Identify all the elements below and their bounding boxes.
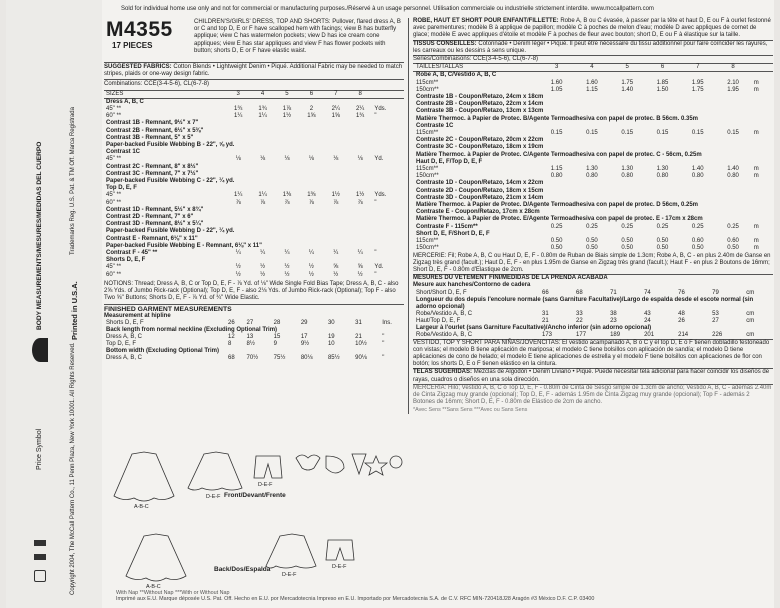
yardage-row: 45" ** ½ ½ ½ ½ ⅝ ⅝ Yd. bbox=[106, 264, 384, 271]
finished-row-shorts: Shorts D, E, F 26 27 28 29 30 31 Ins. bbox=[106, 319, 392, 326]
yardage-row: Contrast 2B - Remnant, 6½" x 5⅜" bbox=[106, 127, 204, 134]
finished-row-dress: Dress A, B, C 12 13 15 17 19 21 " bbox=[106, 333, 385, 340]
yardage-row: Paper-backed Fusible Webbing D - 22", ¼ yd. bbox=[106, 228, 235, 235]
metric-row: Contraste F - 115cm** 0.25 0.25 0.25 0.25 0.25 0.25 m bbox=[416, 223, 759, 230]
finished-sub1: Measurement at hipline bbox=[104, 312, 171, 319]
metric-row: Short D, E, F/Short D, E, F bbox=[416, 230, 490, 237]
yardage-row: Top D, E, F bbox=[106, 185, 137, 192]
figure-label-1: A-B-C bbox=[134, 504, 149, 510]
back-caption: Back/Dos/Espalda bbox=[214, 566, 271, 573]
figure-label-4: A-B-C bbox=[146, 584, 161, 590]
star-applique-sketch bbox=[365, 456, 387, 475]
english-column bbox=[104, 18, 404, 362]
metric-yardage-table bbox=[413, 64, 773, 252]
yardage-row: Contrast 2C - Remnant, 8" x 8½" bbox=[106, 163, 199, 170]
yardage-row: Contrast 1D - Remnant, 5½" x 8¾" bbox=[106, 206, 204, 213]
metric-row: 115cm** 0.15 0.15 0.15 0.15 0.15 0.15 m bbox=[416, 130, 759, 137]
yardage-row: Contrast F - 45" ** ¼ ¼ ¼ ¼ ¼ ¼ " bbox=[106, 250, 377, 257]
combinations: Combinations: CCE(3-4-5-6), CL(6-7-8) bbox=[104, 80, 404, 90]
description: CHILDREN'S/GIRLS' DRESS, TOP AND SHORTS: Pullover, flared dress A, B or C and top D, E or F have scalloped hem with facings; view B has butterfly applique; view C has watermelon pockets; view D has ice cream cone appliques; view E has star appliques and view F has flower pockets with button; shorts D, E or F have elastic waist. bbox=[194, 19, 401, 54]
figure-label-3: D-E-F bbox=[258, 482, 273, 488]
es-telas: TELAS SUGERIDAS: Mezclas de Algodón • Denim Liviano • Piqué. Puede necesitar tela adicional para hacer coincidir los diseños de rayas, cuadros o diseños en una sola dirección. bbox=[413, 369, 773, 384]
fr-mesures-table: Short/Short D, E, F 66 68 71 74 76 79 cm Longueur du dos depuis l'encolure normale (sans Garniture Facultative)/Largo de espalda desde el escote normal (sin adorno opcional) Robe/Vestido A, B, C 31 33 38 43 48 53 cm Haut/Top D, E, F 21 22 23 24 26 27 cm Largeur à l'ourlet (sans Garniture Facultative)/Ancho inferior (sin adorno opcional) Robe/Vestido A, B, C 173 177 189 201 214 226 cm bbox=[416, 289, 755, 338]
nap-note: With Nap **Without Nap ***With or Without Nap bbox=[116, 590, 230, 596]
front-caption: Front/Devant/Frente bbox=[224, 492, 286, 499]
metric-row: Contraste 2D - Coupon/Retazo, 18cm x 15cm bbox=[416, 187, 544, 194]
technical-drawings bbox=[104, 448, 404, 598]
yardage-table bbox=[104, 91, 404, 279]
suggested-fabrics-label: SUGGESTED FABRICS: bbox=[104, 64, 172, 70]
fr-mercerie: MERCERIE: Fil; Robe A, B, C ou Haut D, E, F - 0.80m de Ruban de Biais simple de 1.3cm; Robe A, B, C - en plus 2.40m de Ganse en Zigzag très grand (facult.); Haut D, E, F - en plus 1.95m de Ganse en Zigzag très grand (facult.); Haut F - en plus 2 Boutons de 16mm; Short D, E, F - 0.80m d'Elastique de 2cm. bbox=[413, 253, 773, 276]
finished-sub3: Bottom width (Excluding Optional Trim) bbox=[106, 347, 219, 354]
finished-table bbox=[104, 320, 404, 362]
es-description: VESTIDO, TOP Y SHORT PARA NIÑAS/JOVENCITAS: El vestido acampanado A, B o C y el top D, E o F tienen dobladillo festoneado con vistas; el modelo B tiene aplicación de mariposa; el modelo C tiene bolsillos con aplicación de sandía; el modelo D tiene aplicaciones de cono de helado; el modelo E tiene aplicaciones de estrella y el modelo F tiene bolsillos con aplicaciones de flor con botón; los shorts D, E o F tienen elástico en la cintura. bbox=[413, 340, 773, 370]
metric-row: 150cm** 1.05 1.15 1.40 1.50 1.75 1.95 m bbox=[416, 86, 759, 93]
yardage-row: Contrast 3B - Remnant, 5" x 5" bbox=[106, 134, 194, 141]
left-strip bbox=[6, 0, 102, 608]
metric-row: Matière Thermoc. à Papier de Protec. C/Agente Termoadhesiva con papel de protec. C - 56cm, 0.25m bbox=[416, 151, 702, 158]
metric-row: 115cm** 1.15 1.30 1.30 1.30 1.40 1.40 m bbox=[416, 166, 759, 173]
pattern-envelope-back bbox=[6, 0, 774, 608]
butterfly-applique-sketch bbox=[296, 455, 320, 470]
yardage-row: Contrast 1B - Remnant, 9½" x 7" bbox=[106, 120, 199, 127]
top-front-sketch bbox=[188, 452, 242, 490]
yardage-row: Contrast 3C - Remnant, 7" x 7½" bbox=[106, 170, 199, 177]
usage-notice: Sold for individual home use only and not for commercial or manufacturing purposes./Réservé à un usage personnel. Utilisation commerciale ou industrielle strictement interdite. www.mccallpattern.com bbox=[121, 6, 654, 12]
yardage-row: Dress A, B, C bbox=[106, 98, 144, 105]
yardage-row: Contrast E - Remnant, 6⅛" x 11" bbox=[106, 235, 198, 242]
yardage-row: 45" ** ⅛ ⅛ ⅛ ⅛ ⅛ ⅛ Yd. bbox=[106, 156, 384, 163]
metric-row: 150cm** 0.80 0.80 0.80 0.80 0.80 0.80 m bbox=[416, 173, 759, 180]
figure-label-6: D-E-F bbox=[332, 564, 347, 570]
pattern-number: M4355 bbox=[106, 18, 173, 41]
yardage-row: 60" ** ⅞ ⅞ ⅞ ⅞ ⅞ ⅞ " bbox=[106, 199, 377, 206]
garment-sketches bbox=[104, 448, 404, 598]
finished-title: FINISHED GARMENT MEASUREMENTS bbox=[104, 305, 232, 313]
copyright-text: Copyright 2004, The McCall Pattern Co., 11 Penn Plaza, New York 10001. All Rights Reserved. bbox=[70, 342, 76, 595]
finished-measurements bbox=[104, 306, 404, 362]
french-spanish-column bbox=[408, 18, 773, 414]
cone-applique-sketch bbox=[352, 454, 366, 474]
yardage-row: Paper-backed Fusible Webbing E - Remnant, 6⅛" x 11" bbox=[106, 242, 262, 249]
metric-row: Contraste 3C - Coupon/Retazo, 18cm x 19cm bbox=[416, 144, 544, 151]
fr-series: Séries/Combinaisons: CCE(3-4-5-6), CL(6-7-8) bbox=[413, 56, 773, 64]
yardage-row: Shorts D, E, F bbox=[106, 257, 146, 264]
pattern-pieces: 17 PIECES bbox=[112, 41, 153, 50]
yardage-row: Paper-backed Fusible Webbing C - 22", ¼ yd. bbox=[106, 178, 235, 185]
shorts-front-sketch bbox=[254, 456, 282, 478]
figure-label-5: D-E-F bbox=[282, 572, 297, 578]
metric-row: 115cm** 1.60 1.60 1.75 1.85 1.95 2.10 m bbox=[416, 79, 759, 86]
body-measurements-label: BODY MEASUREMENTS/MESURES/MEDIDAS DEL CUERPO bbox=[36, 141, 43, 330]
metric-row: Robe A, B, C/Vestido A, B, C bbox=[416, 72, 497, 79]
footer-import-text: Imprimé aux E.U. Marque déposée U.S. Pat. Off. Hecho en E.U. por Mercadotecnia Impreso en E.U. Importado por Mercadotecnia S.A. de C.V. RFC MIN-720418J28 Aragón #3 México D.F. C.P. 03400 bbox=[116, 596, 595, 602]
metric-row: Contraste 3B - Coupon/Retazo, 13cm x 13cm bbox=[416, 108, 544, 115]
es-nap-note: *Avec Sens **Sans Sens ***Avec ou Sans Sens bbox=[413, 407, 528, 414]
metric-row: Matière Thermoc. à Papier de Protec. E/Agente Termoadhesiva con papel de protec. E - 17cm x 28cm bbox=[416, 216, 703, 223]
sizes-row: SIZES 3 4 5 6 7 8 bbox=[104, 91, 404, 99]
es-merceria: MERCERIA: Hilo; Vestido A, B, C o Top D, E, F - 0.80m de Cinta de Sesgo simple de 1.3cm de ancho; Vestido A, B, C - además 2.40m de Cinta Zigzag muy grande (opcional); Top D, E, F - además 1.95m de Cinta Zigzag muy grande (opcional); Top F - además 2 Botones de 16mm; Short D, E, F - 0.80m de Elástico de 2cm de ancho. bbox=[413, 384, 772, 406]
metric-row: Matière Thermoc. à Papier de Protec. B/Agente Termoadhesiva con papel de protec. B 56cm. 0.35m bbox=[416, 115, 698, 122]
finished-sub2: Back length from normal neckline (Excluding Optional Trim) bbox=[106, 326, 278, 333]
fr-tissus: TISSUS CONSEILLES: Cotonnade • Denim léger • Piqué. Il peut être nécessaire du tissu additionnel pour faire coïncider les rayures, les carreaux ou les dessins à sens unique. bbox=[413, 41, 773, 56]
metric-row: Contraste 2C - Coupon/Retazo, 20cm x 22cm bbox=[416, 137, 544, 144]
suggested-fabrics-text: Cotton Blends • Lightweight Denim • Piqué. Additional Fabric may be needed to match stripes, plaids or one-way design fabric. bbox=[104, 64, 403, 78]
yardage-row: 60" ** ½ ½ ½ ½ ½ ½ " bbox=[106, 271, 377, 278]
body-measurement-icon bbox=[32, 338, 48, 362]
price-symbol-marks bbox=[34, 540, 46, 600]
yardage-row: 45" ** 1¾ 1¾ 1⅞ 2 2¼ 2¼ Yds. bbox=[106, 106, 387, 113]
notions: NOTIONS: Thread; Dress A, B, C or Top D, E, F - ⅞ Yd. of ⅛" Wide Single Fold Bias Tape; Dress A, B, C - also 2⅝ Yds. of Jumbo Rick-rack (Optional); Top D, E, F - also 2⅛ Yds. of Jumbo Rick-rack (Optional); Top F - also Two ⅝" Buttons; Shorts D, E, F - ⅞ Yd. of ¾" Wide Elastic. bbox=[104, 280, 404, 305]
printed-text: Printed in U.S.A. bbox=[70, 281, 79, 340]
suggested-fabrics bbox=[104, 63, 404, 80]
metric-row: Contraste 2B - Coupon/Retazo, 22cm x 14cm bbox=[416, 101, 544, 108]
yardage-row: Contrast 1C bbox=[106, 149, 141, 156]
top-back-sketch bbox=[266, 534, 316, 568]
dress-front-sketch bbox=[114, 452, 174, 501]
yardage-row: Contrast 2D - Remnant, 7" x 6" bbox=[106, 214, 194, 221]
metric-row: Contraste E - Coupon/Retazo, 17cm x 28cm bbox=[416, 209, 540, 216]
finished-row-top: Top D, E, F 8 8½ 9 9½ 10 10½ " bbox=[106, 340, 385, 347]
tailles-row: TAILLES/TALLAS 3 4 5 6 7 8 bbox=[413, 64, 773, 72]
metric-row: 115cm** 0.50 0.50 0.50 0.50 0.60 0.60 m bbox=[416, 238, 759, 245]
metric-row: 150cm** 0.50 0.50 0.50 0.50 0.50 0.50 m bbox=[416, 245, 759, 252]
fr-description: ROBE, HAUT ET SHORT POUR ENFANT/FILLETTE: Robe A, B ou C évasée, à passer par la tête et haut D, E ou F à ourlet festonné avec parementures; modèle B à applique de papillon; modèle C à poches de melon d'eau; modèle D avec appliques de cornet de glace; modèle E avec appliques d'étoile et modèle F à poches de fleur avec bouton; short D, E ou F à élastique sur la taille. bbox=[413, 18, 773, 41]
yardage-row: 60" ** 1¼ 1¼ 1½ 1⅝ 1⅝ 1¾ " bbox=[106, 113, 377, 120]
metric-row: Contraste 3D - Coupon/Retazo, 21cm x 14cm bbox=[416, 194, 544, 201]
watermelon-pocket-sketch bbox=[326, 456, 344, 473]
metric-row: Haut D, E, F/Top D, E, F bbox=[416, 158, 483, 165]
metric-row: Contraste 1D - Coupon/Retazo, 14cm x 22cm bbox=[416, 180, 544, 187]
price-symbol-label: Price Symbol bbox=[36, 428, 43, 470]
metric-row: Matière Thermoc. à Papier de Protec. D/Agente Termoadhesiva con papel de protec. D 56cm, 0.25m bbox=[416, 202, 698, 209]
yardage-row: 45" ** 1¼ 1¼ 1⅜ 1⅜ 1½ 1½ Yds. bbox=[106, 192, 387, 199]
metric-row: Contraste 1C bbox=[416, 122, 454, 129]
trademark-text: Trademarks Reg. U.S. Pat. & TM Off. Marca Registrada bbox=[70, 107, 76, 255]
metric-row: Contraste 1B - Coupon/Retazo, 24cm x 18cm bbox=[416, 94, 544, 101]
yardage-row: Paper-backed Fusible Webbing B - 22", ⅝ yd. bbox=[106, 142, 235, 149]
yardage-row: Contrast 3D - Remnant, 8½" x 5¼" bbox=[106, 221, 204, 228]
dress-back-sketch bbox=[126, 534, 186, 581]
figure-label-2: D-E-F bbox=[206, 494, 221, 500]
fr-mesures: MESURES DU VETEMENT FINI/MEDIDAS DE LA PRENDA ACABADA Mesure aux hanches/Contorno de cadera Short/Short D, E, F 66 68 71 74 76 79 cm Longueur du dos depuis l'encolure normale (sans Garniture Facultative)/Largo de espalda desde el escote normal (sin adorno opcional) Robe/Vestido A, B, C 31 33 38 43 48 53 cm Haut/Top D, E, F 21 22 23 24 26 27 cm Largeur à l'ourlet (sans Garniture Facultative)/Ancho inferior (sin adorno opcional) Robe/Vestido A, B, C 173 177 189 201 214 226 cm bbox=[413, 275, 773, 339]
flower-pocket-sketch bbox=[390, 456, 402, 468]
shorts-back-sketch bbox=[326, 540, 354, 560]
finished-row-width: Dress A, B, C 68 70½ 75½ 80⅛ 85½ 90⅛ " bbox=[106, 354, 385, 361]
